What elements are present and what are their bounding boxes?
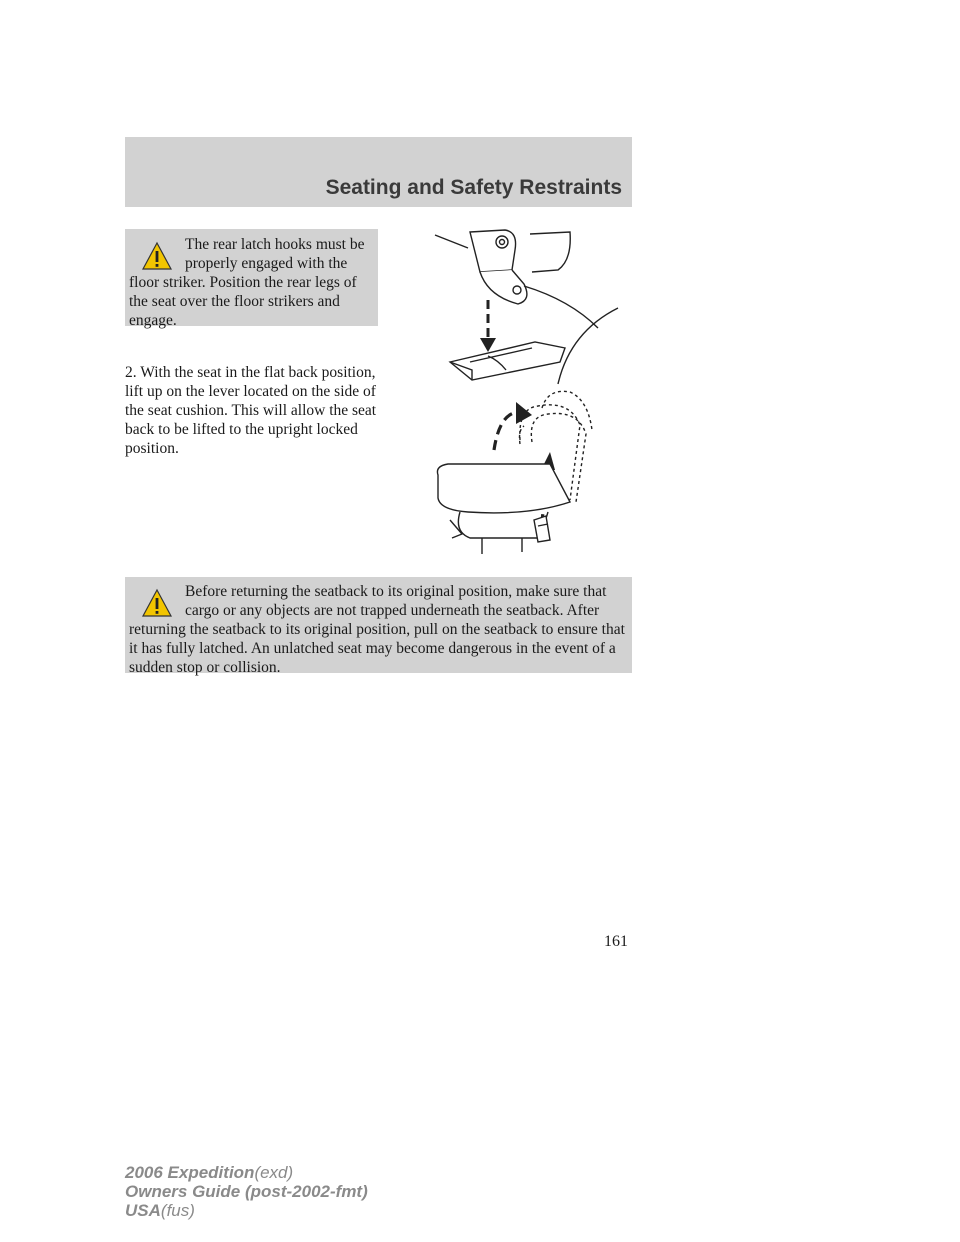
seat-latch-illustration [420, 220, 620, 560]
section-header-band [125, 137, 632, 207]
section-title: Seating and Safety Restraints [325, 176, 622, 199]
document-footer [125, 1163, 368, 1220]
step-2-paragraph: 2. With the seat in the flat back position, lift up on the lever located on the side of the seat cushion. This will allow the seat back to be lifted to the upright locked position. [125, 364, 377, 457]
warning-box-seatback [125, 577, 632, 676]
warning-triangle-icon [141, 588, 173, 619]
footer-guide: Owners Guide (post-2002-fmt) [125, 1182, 368, 1201]
footer-market: USA [125, 1201, 161, 1220]
footer-model: 2006 Expedition [125, 1163, 255, 1182]
footer-market-code: (fus) [160, 1201, 195, 1220]
page-number: 161 [604, 933, 628, 950]
warning-triangle-icon [141, 241, 173, 272]
warning-box-latch [125, 229, 378, 329]
footer-model-code: (exd) [254, 1163, 294, 1182]
warning-text: Before returning the seatback to its original position, make sure that cargo or any objects are not trapped underneath the seatback. After returning the seatback to its original position, pull on the seatback to ensure that it has fully latched. An unlatched seat may become dangerous in the event of a sudden stop or collision. [129, 583, 625, 676]
warning-text: The rear latch hooks must be properly engaged with the floor striker. Position the rear legs of the seat over the floor strikers and engage. [129, 236, 365, 329]
